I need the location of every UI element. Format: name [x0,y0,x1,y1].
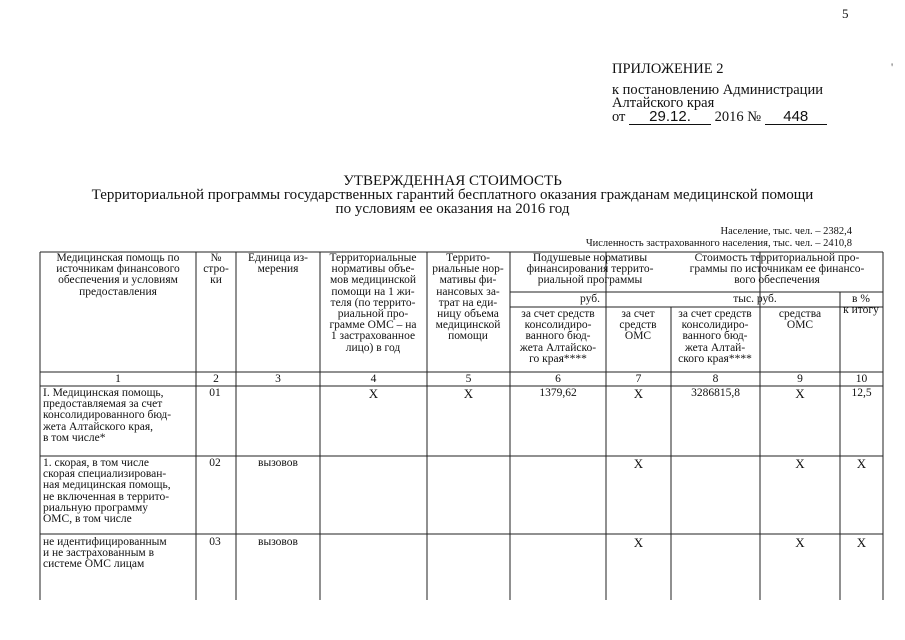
header-line-number: № стро- ки [203,252,229,287]
header-budget-per-capita: за счет средств консолидиро- ванного бюд- жета Алтайско- го края**** [519,308,597,365]
row-3-unit: вызовов [258,536,298,548]
header-budget-cost: за счет средств консолидиро- ванного бюд- жета Алтай- ского края**** [678,308,752,365]
appendix-line2: Алтайского края [612,95,715,111]
row-1-col-4: X [368,386,379,401]
page-number: 5 [842,6,849,21]
row-1-col-10: 12,5 [851,387,872,399]
appendix-from-label: от [612,109,626,125]
row-2-name: 1. скорая, в том числе скорая специализирован- ная медицинская помощь, не включенная в террито- риальную программу ОМС, в том числе [43,457,171,526]
header-oms-per-capita: за счет средств ОМС [619,308,657,343]
header-oms-cost: средства ОМС [778,308,822,332]
column-number-7: 7 [635,373,642,385]
column-number-4: 4 [370,373,377,385]
header-per-capita-unit: руб. [580,293,600,305]
column-number-9: 9 [797,373,803,385]
row-2-col-10: X [856,456,867,471]
header-per-capita-group: Подушевые нормативы финансирования террито- риальной программы [526,252,654,287]
appendix-year-label: 2016 № [714,109,762,125]
row-3-col-10: X [856,535,867,550]
row-3-name: не идентифицированным и не застрахованным в системе ОМС лицам [43,536,167,571]
appendix-date: 29.12. [629,110,711,125]
header-percent-total: в % к итогу [843,293,879,317]
appendix-line1: к постановлению Администрации [612,82,823,98]
row-1-col-5: X [463,386,474,401]
column-number-1: 1 [115,373,121,385]
row-1-col-7: X [633,386,644,401]
row-1-col-6: 1379,62 [539,387,577,399]
document-subtitle-line1: Территориальной программы государственных гарантий бесплатного оказания гражданам медицинской помощи [91,187,814,203]
document-title: УТВЕРЖДЕННАЯ СТОИМОСТЬ [343,173,562,189]
header-unit: Единица из- мерения [248,252,308,276]
header-cost-norms: Террито- риальные нор- мативы фи- нансовых за- трат на еди- ницу объема медицинской помощи [432,252,504,343]
column-number-6: 6 [555,373,561,385]
column-number-3: 3 [275,373,281,385]
column-number-10: 10 [855,373,868,385]
row-3-col-7: X [633,535,644,550]
column-number-5: 5 [465,373,472,385]
row-2-col-9: X [795,456,805,471]
row-2-line-number: 02 [209,457,221,469]
appendix-title: ПРИЛОЖЕНИЕ 2 [612,61,724,77]
insured-population-note: Численность застрахованного населения, тыс. чел. – 2410,8 [585,238,852,249]
row-1-col-9: X [795,386,805,401]
population-note: Население, тыс. чел. – 2382,4 [720,226,852,237]
row-1-col-8: 3286815,8 [691,387,740,399]
row-2-unit: вызовов [258,457,298,469]
row-2-col-7: X [633,456,644,471]
row-1-name: I. Медицинская помощь, предоставляемая за счет консолидированного бюд- жета Алтайского края, в том числе* [43,387,172,444]
margin-mark: ' [891,60,894,74]
header-program-cost-group: Стоимость территориальной про- граммы по источникам ее финансо- вого обеспечения [689,252,865,287]
row-3-line-number: 03 [209,536,221,548]
row-1-line-number: 01 [209,387,221,399]
row-3-col-9: X [795,535,805,550]
document-subtitle-line2: по условиям ее оказания на 2016 год [335,201,570,217]
appendix-number: 448 [765,110,827,125]
header-assistance-type: Медицинская помощь по источникам финансового обеспечения и условиям предоставления [56,252,180,298]
header-volume-norms: Территориальные нормативы объе- мов медицинской помощи на 1 жи- теля (по террито- риальной про- грамме ОМС – на 1 застрахованное лицо) в год [329,252,417,354]
column-number-8: 8 [712,373,719,385]
column-number-2: 2 [213,373,219,385]
header-program-cost-unit: тыс. руб. [733,293,777,305]
